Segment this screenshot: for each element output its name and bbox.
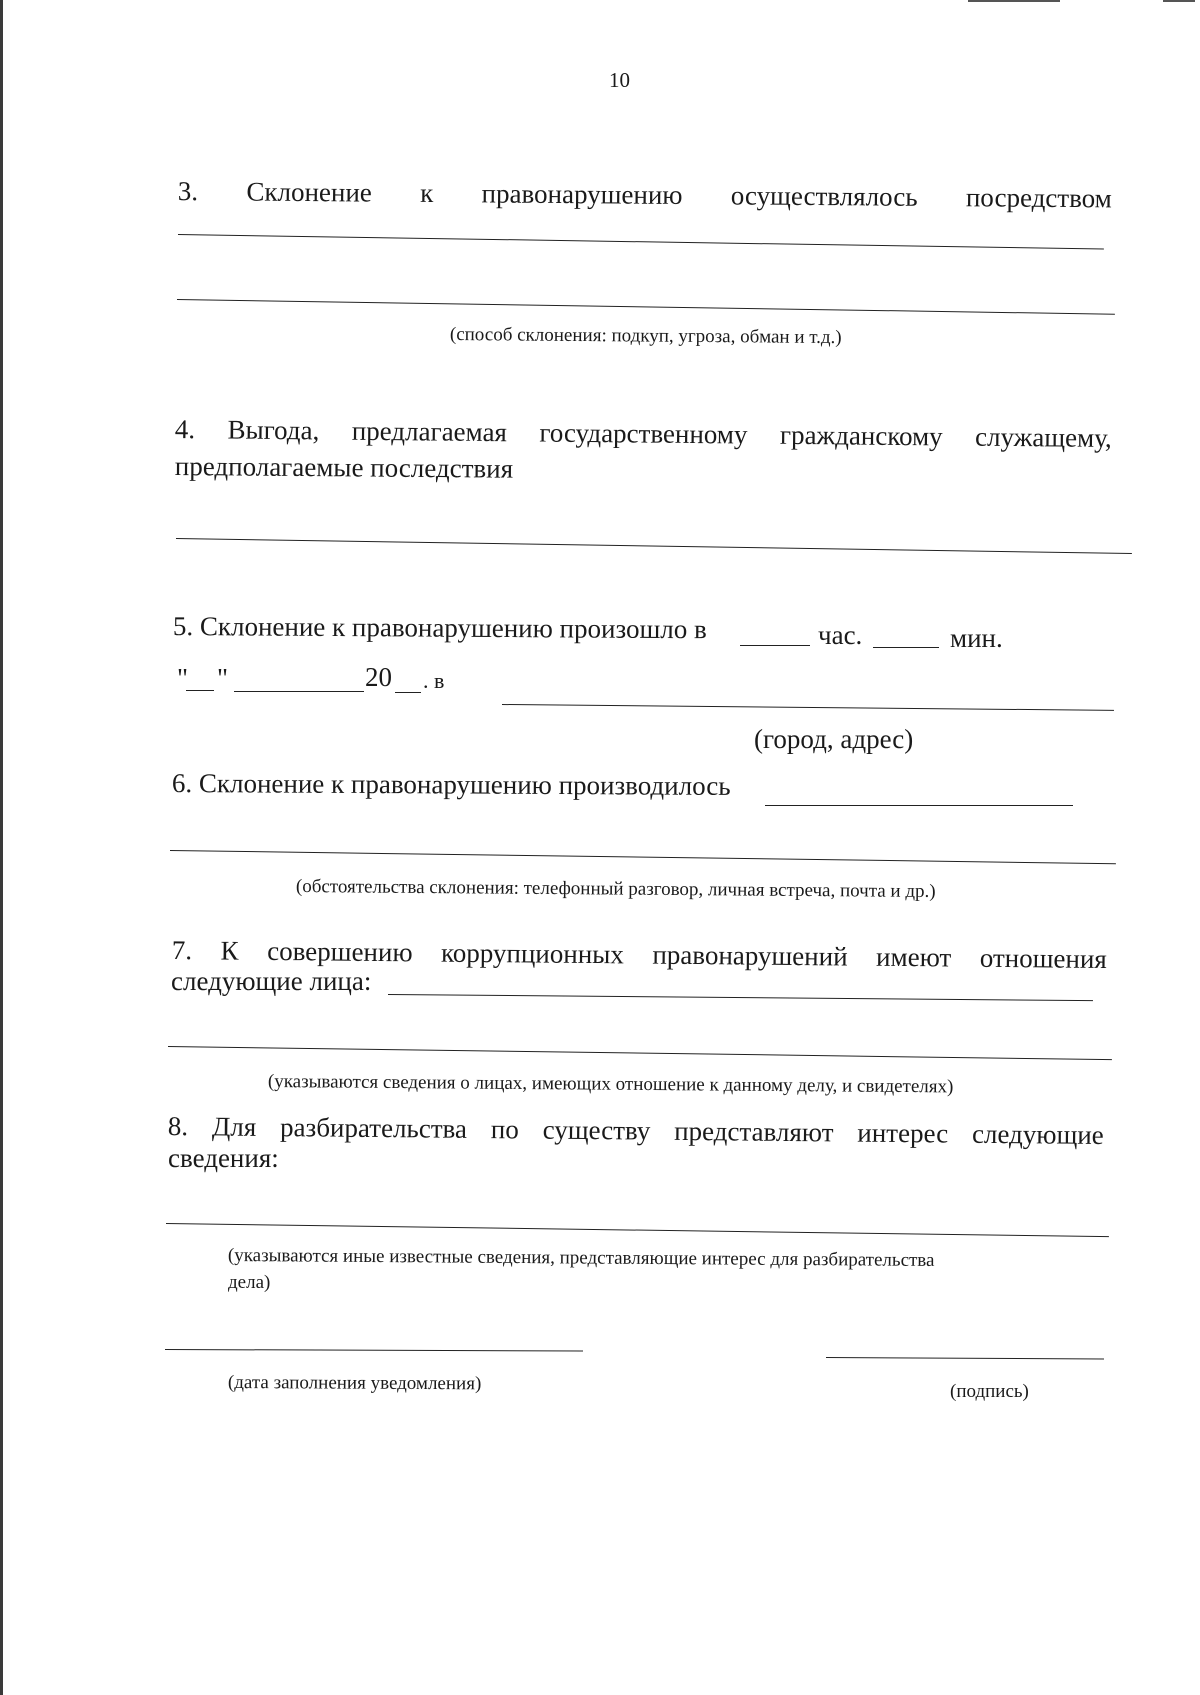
item4-blank-line[interactable] bbox=[176, 538, 1132, 554]
item8-word: существу bbox=[542, 1114, 651, 1146]
item5-caption: (город, адрес) bbox=[754, 724, 914, 754]
item8-word: Для bbox=[211, 1111, 257, 1142]
item6-text: 6. Склонение к правонарушению производилось bbox=[171, 768, 731, 801]
item5-text: 5. Склонение к правонарушению произошло в bbox=[172, 611, 707, 645]
item7-blank-line[interactable] bbox=[168, 1046, 1112, 1060]
item8-word: по bbox=[490, 1114, 519, 1145]
item8-word: представляют bbox=[674, 1115, 834, 1148]
date-caption: (дата заполнения уведомления) bbox=[227, 1372, 482, 1395]
item3-word: Склонение bbox=[246, 176, 372, 208]
item8-word: следующие bbox=[971, 1118, 1104, 1150]
scan-top-mark bbox=[1163, 0, 1195, 2]
item8-word: 8. bbox=[167, 1111, 189, 1142]
item4-word: предлагаемая bbox=[351, 415, 508, 448]
signature-blank-line[interactable] bbox=[826, 1357, 1104, 1359]
item8-line1 bbox=[168, 1111, 1104, 1151]
item4-word: 4. bbox=[174, 414, 196, 445]
item5-year-suffix: . в bbox=[423, 668, 445, 693]
item8-blank-line[interactable] bbox=[166, 1223, 1109, 1237]
item7-word: К bbox=[220, 935, 239, 966]
item7-line2: следующие лица: bbox=[171, 966, 372, 996]
item7-word: совершению bbox=[267, 935, 413, 968]
item5-address-blank[interactable] bbox=[502, 704, 1114, 711]
date-blank-line[interactable] bbox=[165, 1349, 583, 1351]
item5-minutes-label: мин. bbox=[950, 623, 1003, 653]
item5-year-blank[interactable] bbox=[395, 692, 421, 693]
item3-word: к bbox=[420, 177, 434, 209]
item3-word: посредством bbox=[965, 182, 1112, 214]
item8-word: интерес bbox=[857, 1117, 949, 1149]
item7-word: имеют bbox=[875, 941, 952, 973]
item7-blank-inline[interactable] bbox=[388, 994, 1093, 1001]
item5-date-open-quote: " bbox=[177, 663, 189, 693]
item7-word: правонарушений bbox=[652, 939, 848, 972]
item8-word: разбирательства bbox=[279, 1112, 468, 1144]
item8-caption-line1: (указываются иные известные сведения, представляющие интерес для разбирательства bbox=[227, 1245, 935, 1271]
item3-word: 3. bbox=[177, 176, 199, 207]
item4-word: служащему, bbox=[974, 421, 1112, 453]
scan-left-edge bbox=[0, 0, 3, 1695]
signature-caption: (подпись) bbox=[950, 1381, 1029, 1402]
item3-blank-line-1[interactable] bbox=[178, 234, 1104, 250]
item4-line1 bbox=[175, 414, 1112, 454]
item4-word: Выгода, bbox=[227, 414, 320, 446]
item7-word: 7. bbox=[171, 935, 193, 966]
item5-date-close-quote: " bbox=[217, 663, 229, 693]
item4-word: гражданскому bbox=[779, 419, 943, 452]
item4-word: государственному bbox=[539, 417, 748, 450]
item6-blank-line[interactable] bbox=[170, 850, 1116, 864]
item8-caption-line2: дела) bbox=[228, 1272, 271, 1293]
item3-word: правонарушению bbox=[481, 178, 683, 210]
page-number: 10 bbox=[609, 68, 630, 92]
item7-word: отношения bbox=[979, 942, 1107, 974]
item5-hours-label: час. bbox=[818, 620, 863, 650]
item7-caption: (указываются сведения о лицах, имеющих отношение к данному делу, и свидетелях) bbox=[267, 1071, 954, 1098]
item5-month-blank[interactable] bbox=[234, 691, 364, 692]
item5-day-blank[interactable] bbox=[186, 690, 214, 691]
item5-year-prefix: 20 bbox=[365, 662, 392, 692]
scan-top-mark bbox=[968, 0, 1060, 2]
item6-caption: (обстоятельства склонения: телефонный разговор, личная встреча, почта и др.) bbox=[295, 876, 936, 903]
item3-blank-line-2[interactable] bbox=[177, 299, 1115, 315]
item3-caption: (способ склонения: подкуп, угроза, обман и т.д.) bbox=[449, 324, 842, 349]
item5-hours-blank[interactable] bbox=[740, 645, 810, 646]
item3-word: осуществлялось bbox=[730, 180, 918, 212]
item4-line2: предполагаемые последствия bbox=[174, 451, 514, 484]
item5-minutes-blank[interactable] bbox=[873, 647, 939, 648]
item8-line2: сведения: bbox=[168, 1143, 279, 1173]
item3-line bbox=[178, 176, 1112, 214]
item6-blank-inline[interactable] bbox=[765, 805, 1073, 806]
item7-word: коррупционных bbox=[440, 937, 625, 970]
